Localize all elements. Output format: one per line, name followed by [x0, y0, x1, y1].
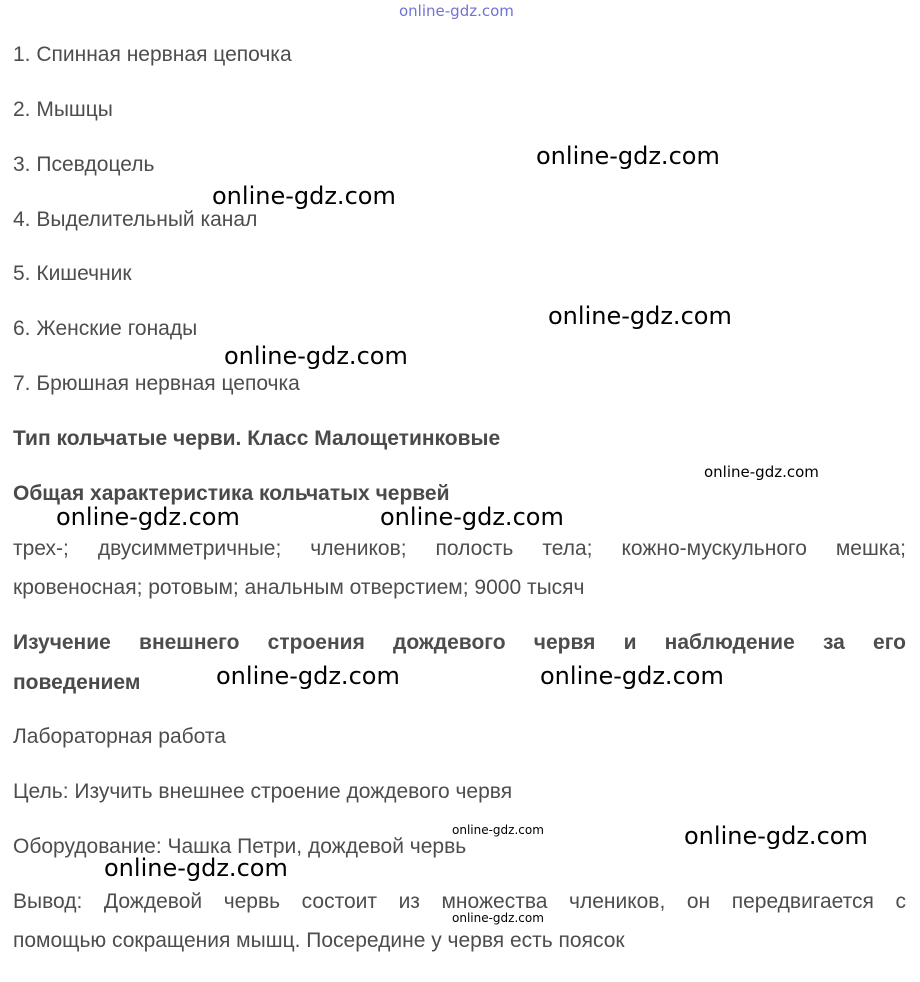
watermark: online-gdz.com [212, 182, 396, 210]
legend-item-7: 7. Брюшная нервная цепочка [13, 372, 300, 395]
legend-item-6: 6. Женские гонады [13, 317, 198, 340]
section-title: Тип кольчатые черви. Класс Малощетинковые [13, 427, 501, 450]
watermark-top: online-gdz.com [399, 2, 514, 20]
watermark: online-gdz.com [380, 503, 564, 531]
legend-item-5: 5. Кишечник [13, 262, 132, 285]
watermark: online-gdz.com [224, 342, 408, 370]
watermark: online-gdz.com [540, 662, 724, 690]
legend-item-3: 3. Псевдоцель [13, 153, 155, 176]
study-heading-line-1: Изучение внешнего строения дождевого червя и наблюдение за его [13, 631, 906, 654]
general-text-line-2: кровеносная; ротовым; анальным отверстием; 9000 тысяч [13, 576, 585, 599]
watermark: online-gdz.com [56, 503, 240, 531]
watermark: online-gdz.com [452, 911, 544, 925]
watermark: online-gdz.com [452, 823, 544, 837]
watermark: online-gdz.com [536, 142, 720, 170]
lab-conclusion-line-1: Вывод: Дождевой червь состоит из множества члеников, он передвигается с [13, 890, 906, 913]
watermark: online-gdz.com [104, 854, 288, 882]
lab-goal: Цель: Изучить внешнее строение дождевого червя [13, 780, 513, 803]
lab-conclusion-line-2: помощью сокращения мышц. Посередине у червя есть поясок [13, 929, 625, 952]
study-heading-line-2: поведением [13, 671, 141, 694]
legend-item-2: 2. Мышцы [13, 98, 113, 121]
legend-item-1: 1. Спинная нервная цепочка [13, 43, 292, 66]
lab-title: Лабораторная работа [13, 725, 226, 748]
general-text-line-1: трех-; двусимметричные; члеников; полость тела; кожно-мускульного мешка; [13, 537, 906, 560]
lab-equipment: Оборудование: Чашка Петри, дождевой червь [13, 835, 467, 858]
watermark: online-gdz.com [684, 822, 868, 850]
general-heading: Общая характеристика кольчатых червей [13, 482, 450, 505]
watermark: online-gdz.com [216, 662, 400, 690]
watermark: online-gdz.com [704, 463, 819, 481]
watermark: online-gdz.com [548, 302, 732, 330]
legend-item-4: 4. Выделительный канал [13, 208, 258, 231]
